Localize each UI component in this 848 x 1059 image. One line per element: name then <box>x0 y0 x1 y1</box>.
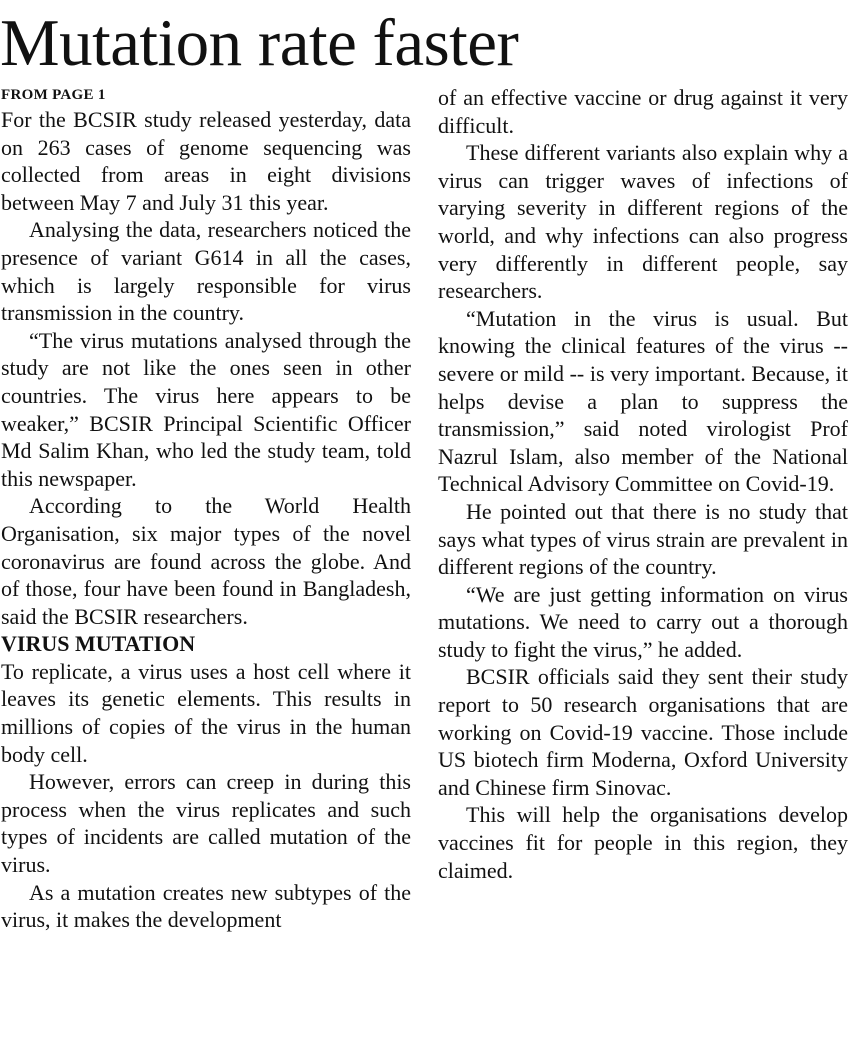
paragraph: However, errors can creep in during this process when the virus replicates and such types of incidents are called mutation of the virus. <box>1 769 411 878</box>
paragraph: Analysing the data, researchers noticed the presence of variant G614 in all the cases, which is largely responsible for virus transmission in the country. <box>1 217 411 326</box>
paragraph: These different variants also explain why a virus can trigger waves of infections of varying severity in different regions of the world, and why infections can also progress very differently in different people, say researchers. <box>438 140 848 304</box>
jump-line: FROM PAGE 1 <box>1 87 106 103</box>
paragraph: “We are just getting information on virus mutations. We need to carry out a thorough study to fight the virus,” he added. <box>438 581 848 662</box>
paragraph: This will help the organisations develop vaccines fit for people in this region, they claimed. <box>438 802 848 883</box>
paragraph: BCSIR officials said they sent their study report to 50 research organisations that are working on Covid-19 vaccine. Those include US biotech firm Moderna, Oxford University and Chinese firm Sinovac. <box>438 664 848 800</box>
paragraph: “The virus mutations analysed through the study are not like the ones seen in other countries. The virus here appears to be weaker,” BCSIR Principal Scientific Officer Md Salim Khan, who led the study team, told this newspaper. <box>1 327 411 491</box>
paragraph: As a mutation creates new subtypes of the virus, it makes the development <box>1 879 411 933</box>
paragraph: “Mutation in the virus is usual. But knowing the clinical features of the virus -- severe or mild -- is very important. Because, it helps devise a plan to suppress the transmission,” said noted virologist Prof Nazrul Islam, also member of the National Technical Advisory Committee on Covid-19. <box>438 305 848 497</box>
article-column-left <box>1 84 411 934</box>
article-column-right <box>438 84 848 884</box>
subheading: VIRUS MUTATION <box>1 631 196 657</box>
paragraph: To replicate, a virus uses a host cell where it leaves its genetic elements. This results in millions of copies of the virus in the human body cell. <box>1 658 411 767</box>
paragraph: For the BCSIR study released yesterday, data on 263 cases of genome sequencing was collected from areas in eight divisions between May 7 and July 31 this year. <box>1 107 411 215</box>
paragraph: According to the World Health Organisation, six major types of the novel coronavirus are found across the globe. And of those, four have been found in Bangladesh, said the BCSIR researchers. <box>1 493 411 629</box>
paragraph: He pointed out that there is no study that says what types of virus strain are prevalent in different regions of the country. <box>438 498 848 580</box>
paragraph-continued: of an effective vaccine or drug against it very difficult. <box>438 85 848 138</box>
headline: Mutation rate faster <box>0 6 519 80</box>
